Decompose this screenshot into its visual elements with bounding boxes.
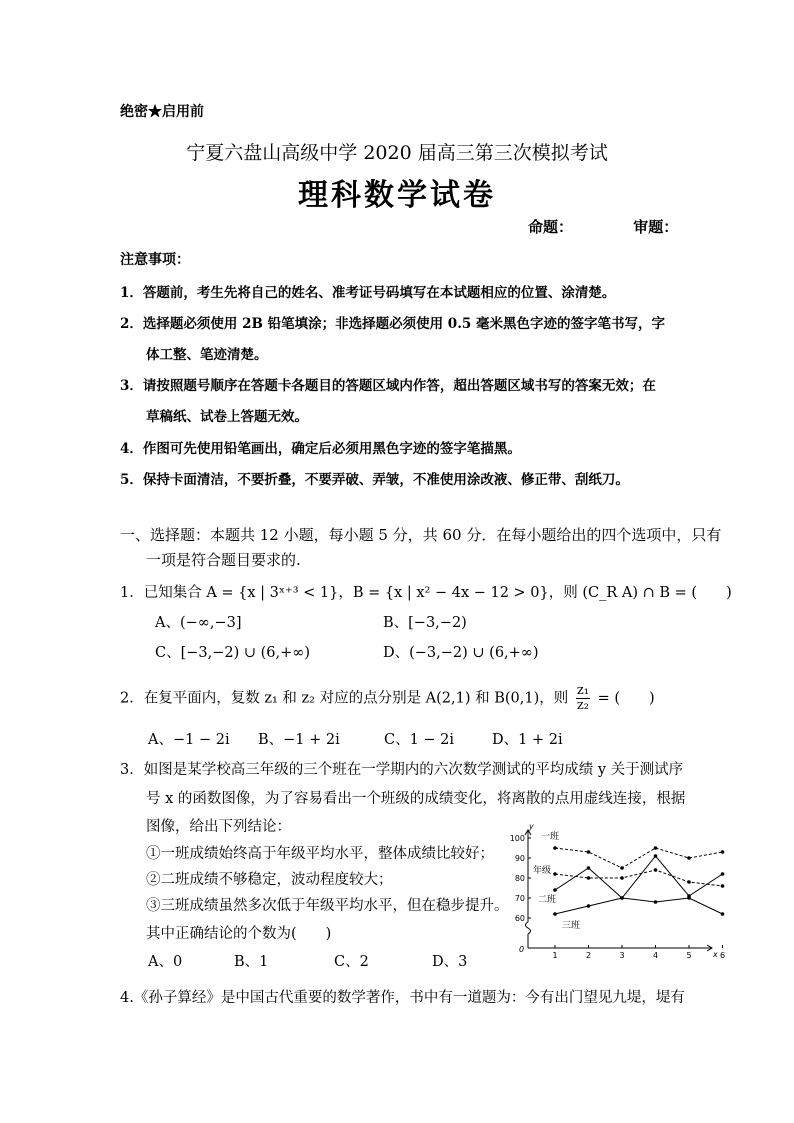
question-4-line: 4.《孙子算经》是中国古代重要的数学著作，书中有一道题为：今有出门望见九堤，堤有 xyxy=(120,990,685,1006)
question-2-option-d: D、1 + 2i xyxy=(492,732,563,748)
data-point xyxy=(687,856,691,860)
x-tick-label: 5 xyxy=(686,951,692,960)
note-item: 3．请按照题号顺序在答题卡各题目的答题区域内作答，超出答题区域书写的答案无效；在 xyxy=(120,378,656,394)
data-point xyxy=(587,850,591,854)
question-3-statement: ②二班成绩不够稳定，波动程度较大； xyxy=(146,872,393,888)
notes-title: 注意事项： xyxy=(120,252,190,268)
note-item: 体工整、笔迹清楚。 xyxy=(146,347,268,363)
x-tick-label: 1 xyxy=(552,951,558,960)
question-2-option-a: A、−1 − 2i xyxy=(148,732,230,748)
data-point xyxy=(687,880,691,884)
data-point xyxy=(687,896,691,900)
note-item: 1．答题前，考生先将自己的姓名、准考证号码填写在本试题相应的位置、涂清楚。 xyxy=(120,285,616,301)
question-1-option-d: D、(−3,−2) ∪ (6,+∞) xyxy=(383,645,539,661)
secret-label: 绝密★启用前 xyxy=(120,104,204,120)
question-3-option-c: C、2 xyxy=(334,954,369,970)
question-2-option-c: C、1 − 2i xyxy=(384,732,455,748)
note-item: 2．选择题必须使用 2B 铅笔填涂；非选择题必须使用 0.5 毫米黑色字迹的签字笔书写，字 xyxy=(120,316,665,332)
x-axis-label: x xyxy=(713,950,718,959)
question-2-frac-num: z₁ xyxy=(576,683,589,698)
data-point xyxy=(553,872,557,876)
question-1-option-a: A、(−∞,−3] xyxy=(155,615,242,631)
data-point xyxy=(587,866,591,870)
data-point xyxy=(721,884,725,888)
series-label: 二班 xyxy=(538,895,557,905)
question-2-option-b: B、−1 + 2i xyxy=(258,732,340,748)
data-point xyxy=(620,866,624,870)
question-1-option-b: B、[−3,−2) xyxy=(383,615,467,631)
question-1-option-c: C、[−3,−2) ∪ (6,+∞) xyxy=(155,645,311,661)
question-2-stem-before: 2．在复平面内，复数 z₁ 和 z₂ 对应的点分别是 A(2,1) 和 B(0,1)，则 xyxy=(120,690,569,707)
data-point xyxy=(587,904,591,908)
data-point xyxy=(620,896,624,900)
section-heading-cont: 一项是符合题目要求的. xyxy=(146,551,301,569)
y-axis-label: y xyxy=(529,822,534,831)
setter-label: 命题： xyxy=(528,218,574,236)
question-2-stem-after: = ( ) xyxy=(597,690,655,707)
question-3-option-b: B、1 xyxy=(234,954,269,970)
y-tick-label: 70 xyxy=(514,894,525,903)
origin-label: 0 xyxy=(519,945,525,954)
question-3-statement: ③三班成绩虽然多次低于年级平均水平，但在稳步提升。 xyxy=(146,898,509,914)
note-item: 草稿纸、试卷上答题无效。 xyxy=(146,409,308,425)
data-point xyxy=(654,900,658,904)
series-label: 三班 xyxy=(562,921,581,931)
x-tick-label: 3 xyxy=(619,951,625,960)
question-2-stem xyxy=(120,684,655,713)
question-1-stem: 1．已知集合 A = {x | 3ˣ⁺³ < 1}，B = {x | x² − 4x − 12 > 0}，则 (C_R A) ∩ B = ( ) xyxy=(120,585,732,601)
question-3-option-a: A、0 xyxy=(148,954,183,970)
x-tick-label: 2 xyxy=(585,951,592,960)
reviewer-label: 审题： xyxy=(633,218,679,236)
data-point xyxy=(553,888,557,892)
question-3-statement: ①一班成绩始终高于年级平均水平，整体成绩比较好； xyxy=(146,846,494,862)
x-tick-label: 6 xyxy=(719,951,726,960)
data-point xyxy=(553,912,557,916)
series-label: 一班 xyxy=(541,832,560,842)
data-point xyxy=(654,846,658,850)
data-point xyxy=(620,876,624,880)
data-point xyxy=(721,850,725,854)
question-3-option-d: D、3 xyxy=(432,954,468,970)
question-3-line: 号 x 的函数图像，为了容易看出一个班级的成绩变化，将离散的点用虚线连接，根据 xyxy=(146,791,686,807)
exam-title: 理科数学试卷 xyxy=(298,178,496,213)
data-point xyxy=(721,872,725,876)
question-3-line: 3．如图是某学校高三年级的三个班在一学期内的六次数学测试的平均成绩 y 关于测试序 xyxy=(120,762,684,778)
school-title: 宁夏六盘山高级中学 2020 届高三第三次模拟考试 xyxy=(186,142,608,164)
question-3-prompt: 其中正确结论的个数为( ) xyxy=(146,926,332,942)
setter-row xyxy=(528,216,678,237)
series-line-4 xyxy=(555,898,723,914)
note-item: 4．作图可先使用铅笔画出，确定后必须用黑色字迹的签字笔描黑。 xyxy=(120,441,521,457)
question-2-fraction xyxy=(576,684,590,713)
section-heading: 一、选择题：本题共 12 小题，每小题 5 分，共 60 分．在每小题给出的四个选项中，只有 xyxy=(120,526,722,544)
data-point xyxy=(654,868,658,872)
series-line-1 xyxy=(555,848,723,868)
series-line-2 xyxy=(555,870,723,886)
y-tick-label: 100 xyxy=(509,834,525,843)
y-axis-break xyxy=(526,922,531,934)
data-point xyxy=(721,912,725,916)
question-2-frac-den: z₂ xyxy=(576,698,589,713)
y-tick-label: 90 xyxy=(514,854,525,863)
question-3-line: 图像，给出下列结论： xyxy=(146,819,291,835)
y-tick-label: 80 xyxy=(514,874,525,883)
data-point xyxy=(587,876,591,880)
y-tick-label: 60 xyxy=(514,914,525,923)
x-tick-label: 4 xyxy=(652,951,659,960)
note-item: 5．保持卡面清洁，不要折叠，不要弄破、弄皱，不准使用涂改液、修正带、刮纸刀。 xyxy=(120,472,629,488)
data-point xyxy=(553,846,557,850)
question-3-chart xyxy=(508,822,726,968)
series-label: 年级 xyxy=(533,866,552,876)
data-point xyxy=(654,854,658,858)
